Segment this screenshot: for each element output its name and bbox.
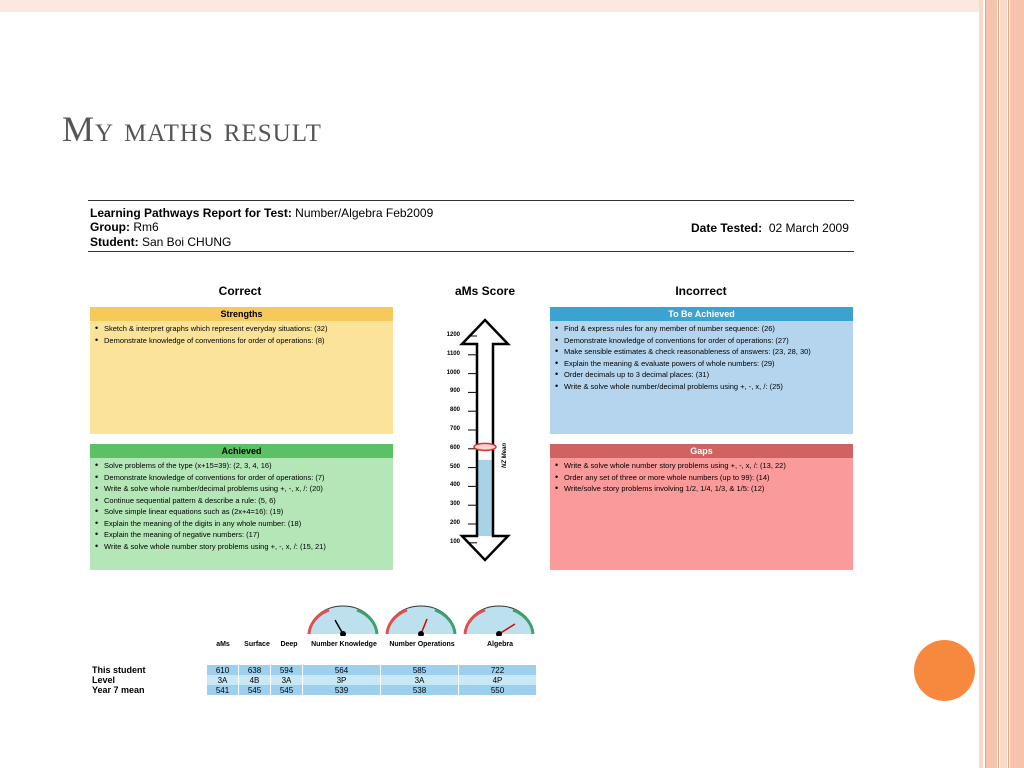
col-header-number-operations: Number Operations xyxy=(389,641,455,648)
student-line xyxy=(90,235,231,249)
scale-tick-label: 400 xyxy=(449,482,460,489)
col-header-deep: Deep xyxy=(280,641,298,648)
list-item: • Find & express rules for any member of number sequence: (26) xyxy=(564,323,853,335)
list-item: • Demonstrate knowledge of conventions for order of operations: (27) xyxy=(564,335,853,347)
row-label: Level xyxy=(92,675,116,685)
ams-score-heading: aMs Score xyxy=(454,284,516,298)
date-line xyxy=(691,221,849,235)
gaps-title: Gaps xyxy=(550,444,853,458)
scale-tick-label: 300 xyxy=(449,501,460,508)
table-cell: 594 xyxy=(271,665,303,675)
ams-score-scale xyxy=(440,318,530,562)
scale-tick-label: 600 xyxy=(449,444,460,451)
student-score-marker xyxy=(474,443,496,450)
scale-tick-label: 900 xyxy=(449,388,460,395)
gaps-box xyxy=(550,444,853,570)
list-item: • Explain the meaning of negative numbers: (17) xyxy=(104,529,393,541)
achieved-list xyxy=(90,460,393,552)
table-cell: 545 xyxy=(271,685,303,695)
nz-mean-fill xyxy=(477,460,493,536)
student-score-marker-shape xyxy=(474,443,496,450)
table-cell: 3A xyxy=(207,675,239,685)
table-cell: 545 xyxy=(239,685,271,695)
scale-tick-label: 1100 xyxy=(446,350,460,357)
list-item: • Write & solve whole number story problems using +, -, x, /: (15, 21) xyxy=(104,541,393,553)
table-cell: 3A xyxy=(381,675,459,685)
group-line xyxy=(90,220,159,234)
results-table xyxy=(90,665,536,695)
list-item: • Explain the meaning & evaluate powers of whole numbers: (29) xyxy=(564,358,853,370)
table-row xyxy=(90,685,536,695)
table-cell: 541 xyxy=(207,685,239,695)
list-item: • Solve problems of the type (x+15=39): (2, 3, 4, 16) xyxy=(104,460,393,472)
list-item: • Order any set of three or more whole numbers (up to 99): (14) xyxy=(564,472,853,484)
report-title-label: Learning Pathways Report for Test: xyxy=(90,206,292,220)
group-label: Group: xyxy=(90,220,130,234)
slide-title: My maths result xyxy=(62,109,322,149)
date-value: 02 March 2009 xyxy=(768,221,849,235)
achieved-box xyxy=(90,444,393,570)
list-item: • Demonstrate knowledge of conventions for order of operations: (7) xyxy=(104,472,393,484)
row-label: This student xyxy=(92,665,146,675)
student-value: San Boi CHUNG xyxy=(142,235,232,249)
right-decor-stripe xyxy=(986,0,997,768)
right-decor-line xyxy=(998,0,999,768)
right-decor-stripe xyxy=(1000,0,1007,768)
list-item: • Order decimals up to 3 decimal places: (31) xyxy=(564,369,853,381)
table-cell: 3P xyxy=(303,675,381,685)
report-title-line xyxy=(90,206,433,220)
scale-tick-label: 1200 xyxy=(446,332,460,338)
group-value: Rm6 xyxy=(133,220,159,234)
table-cell: 539 xyxy=(303,685,381,695)
date-label: Date Tested: xyxy=(691,221,763,235)
col-header-algebra: Algebra xyxy=(486,641,514,648)
right-decor-stripe xyxy=(1010,0,1024,768)
col-header-ams: aMs xyxy=(216,641,230,648)
list-item: • Write & solve whole number/decimal problems using +, -, x, /: (25) xyxy=(564,381,853,393)
table-cell: 610 xyxy=(207,665,239,675)
header-bottom-rule xyxy=(88,251,854,252)
to-be-achieved-list xyxy=(550,323,853,392)
scale-tick-label: 200 xyxy=(449,520,460,526)
orange-circle-decor xyxy=(914,640,975,701)
student-label: Student: xyxy=(90,235,139,249)
right-decor-stripe xyxy=(979,0,983,768)
number-knowledge-gauge-icon xyxy=(303,604,383,636)
nz-mean-label: NZ Mean xyxy=(502,442,508,468)
achieved-title: Achieved xyxy=(90,444,393,458)
algebra-gauge-icon xyxy=(459,604,539,636)
scale-tick-label: 500 xyxy=(449,463,460,470)
correct-heading: Correct xyxy=(218,284,262,298)
list-item: • Make sensible estimates & check reasonableness of answers: (23, 28, 30) xyxy=(564,346,853,358)
strengths-title: Strengths xyxy=(90,307,393,321)
strengths-list xyxy=(90,323,393,346)
gaps-list xyxy=(550,460,853,495)
col-header-number-knowledge: Number Knowledge xyxy=(311,641,377,648)
table-row xyxy=(90,675,536,685)
list-item: • Write/solve story problems involving 1/2, 1/4, 1/3, & 1/5: (12) xyxy=(564,483,853,495)
incorrect-heading: Incorrect xyxy=(675,284,727,298)
to-be-achieved-box xyxy=(550,307,853,434)
list-item: • Explain the meaning of the digits in any whole number: (18) xyxy=(104,518,393,530)
table-cell: 550 xyxy=(459,685,537,695)
top-decor-bar xyxy=(0,0,979,12)
list-item: • Solve simple linear equations such as (2x+4=16): (19) xyxy=(104,506,393,518)
list-item: • Write & solve whole number/decimal problems using +, -, x, /: (20) xyxy=(104,483,393,495)
table-cell: 585 xyxy=(381,665,459,675)
table-cell: 4P xyxy=(459,675,537,685)
table-cell: 722 xyxy=(459,665,537,675)
table-cell: 638 xyxy=(239,665,271,675)
scale-tick-label: 100 xyxy=(449,538,460,545)
list-item: • Continue sequential pattern & describe a rule: (5, 6) xyxy=(104,495,393,507)
right-decor-line xyxy=(985,0,986,768)
table-cell: 3A xyxy=(271,675,303,685)
scale-tick-label: 1000 xyxy=(446,369,460,376)
table-cell: 4B xyxy=(239,675,271,685)
row-label: Year 7 mean xyxy=(92,685,145,695)
table-cell: 564 xyxy=(303,665,381,675)
header-top-rule xyxy=(88,200,854,201)
number-operations-gauge-icon xyxy=(381,604,461,636)
list-item: • Write & solve whole number story problems using +, -, x, /: (13, 22) xyxy=(564,460,853,472)
strengths-box xyxy=(90,307,393,434)
table-row xyxy=(90,665,536,675)
list-item: • Sketch & interpret graphs which represent everyday situations: (32) xyxy=(104,323,393,335)
table-cell: 538 xyxy=(381,685,459,695)
report-title-value: Number/Algebra Feb2009 xyxy=(295,206,434,220)
col-header-surface: Surface xyxy=(244,641,270,648)
right-decor-line xyxy=(1008,0,1009,768)
list-item: • Demonstrate knowledge of conventions for order of operations: (8) xyxy=(104,335,393,347)
scale-tick-label: 800 xyxy=(449,407,460,414)
scale-tick-label: 700 xyxy=(449,426,460,432)
to-be-achieved-title: To Be Achieved xyxy=(550,307,853,321)
